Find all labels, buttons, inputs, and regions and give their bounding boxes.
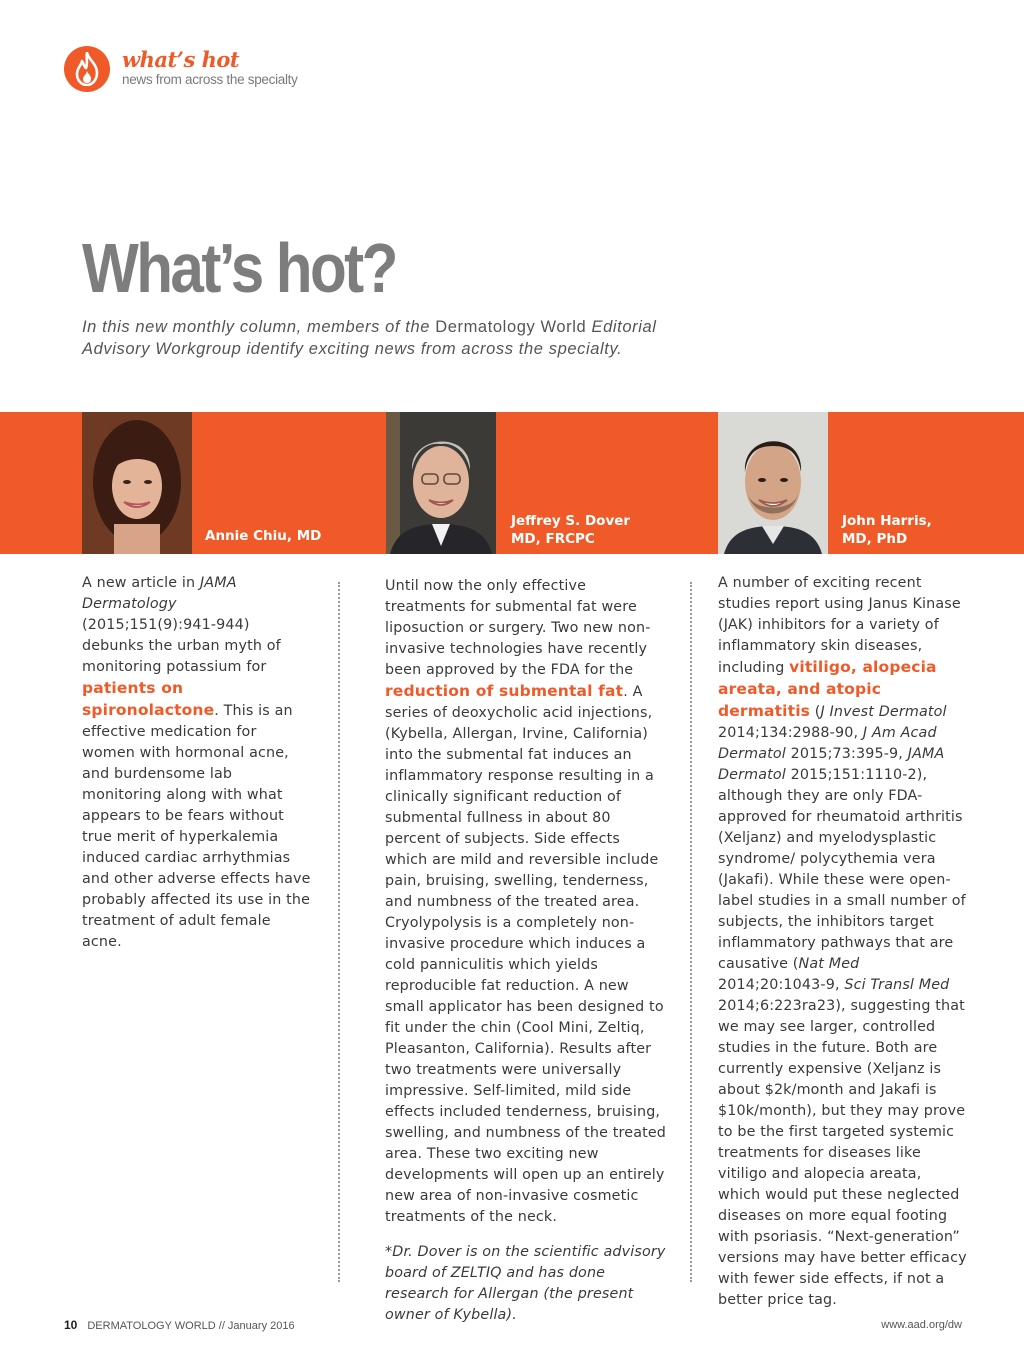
dover-column	[385, 576, 667, 1326]
harris-text-3: 2014;134:2988-90,	[718, 725, 863, 741]
harris-column	[718, 573, 968, 1311]
harris-text-1: A number of exciting recent studies report using Janus Kinase (JAK) inhibitors for a variety of inflammatory skin diseases, including	[718, 575, 961, 676]
section-subtitle: news from across the specialty	[122, 72, 298, 87]
intro-text-part1: In this new monthly column, members of the	[82, 318, 436, 336]
john-harris-name-line1: John Harris,	[842, 513, 932, 529]
harris-citation-1: J Invest Dermatol	[820, 704, 947, 720]
harris-citation-4: Nat Med	[798, 956, 860, 972]
annie-chiu-name: Annie Chiu, MD	[205, 528, 322, 544]
chiu-citation: JAMA Dermatology	[82, 575, 237, 612]
jeffrey-dover-name-line1: Jeffrey S. Dover	[511, 513, 631, 529]
dover-highlight: reduction of submental fat	[385, 682, 624, 700]
harris-text-6: 2014;20:1043-9,	[718, 977, 845, 993]
harris-text-5: 2015;151:1110-2), although they are only FDA-approved for rheumatoid arthritis (Xeljanz) and myelodysplastic syndrome/ polycythemia vera (Jakafi). While these were open-label studies in a small number of subjects, the inhibitors target inflammatory pathways that are causative (	[718, 767, 966, 972]
chiu-highlight: patients on spironolactone	[82, 679, 215, 719]
publication-info: DERMATOLOGY WORLD // January 2016	[87, 1320, 295, 1332]
dover-paragraph	[385, 576, 667, 1228]
footer-url-text[interactable]: www.aad.org/dw	[881, 1319, 962, 1331]
chiu-column	[82, 573, 314, 953]
chiu-paragraph	[82, 573, 314, 953]
annie-chiu-photo	[82, 412, 192, 554]
harris-text-7: 2014;6:223ra23), suggesting that we may see larger, controlled studies in the future. Both are currently expensive (Xeljanz is about $2k/month and Jakafi is $10k/month), but they may prove to be the first targeted systemic treatments for diseases like vitiligo and alopecia areata, which would put these neglected diseases on more equal footing with psoriasis. “Next-generation” versions may have better efficacy with fewer side effects, if not a better price tag.	[718, 998, 967, 1308]
intro-text-part2: Editorial Advisory Workgroup identify exciting news from across the specialty.	[82, 318, 657, 358]
section-title: what’s hot	[122, 47, 240, 72]
page-number: 10	[64, 1318, 78, 1332]
harris-text-4: 2015;73:395-9,	[785, 746, 908, 762]
harris-citation-5: Sci Transl Med	[844, 977, 950, 993]
harris-citation-3: JAMA Dermatol	[718, 746, 945, 783]
column-divider-2	[690, 582, 692, 1282]
harris-text-2: (	[810, 704, 821, 720]
jeffrey-dover-name-line2: MD, FRCPC	[511, 531, 595, 547]
john-harris-name	[842, 512, 932, 548]
column-divider-1	[338, 582, 340, 1282]
page-footer	[64, 1318, 295, 1333]
harris-paragraph	[718, 573, 968, 1311]
flame-icon	[64, 46, 110, 92]
section-brand	[122, 48, 298, 88]
chiu-text-3: . This is an effective medication for women with hormonal acne, and burdensome lab monitoring along with what appears to be fears without true merit of hyperkalemia induced cardiac arrhythmias and other adverse effects have probably affected its use in the treatment of adult female acne.	[82, 703, 311, 950]
dover-disclosure: *Dr. Dover is on the scientific advisory board of ZELTIQ and has done research for Allergan (the present owner of Kybella).	[385, 1244, 666, 1323]
footer-url[interactable]	[881, 1318, 962, 1332]
dover-text-2: . A series of deoxycholic acid injections, (Kybella, Allergan, Irvine, California) into the submental fat induces an inflammatory response resulting in a clinically significant reduction of submental fullness in about 80 percent of subjects. Side effects which are mild and reversible include pain, bruising, swelling, tenderness, and numbness of the treated area. Cryolypolysis is a completely non-invasive procedure which induces a cold panniculitis which yields reproducible fat reduction. A new small applicator has been designed to fit under the chin (Cool Mini, Zeltiq, Pleasanton, California). Results after two treatments were universally impressive. Self-limited, mild side effects included tenderness, bruising, swelling, and numbness of the treated area. These two exciting new developments will open up an entirely new area of non-invasive cosmetic treatments of the neck.	[385, 684, 667, 1225]
chiu-text-2: (2015;151(9):941-944) debunks the urban myth of monitoring potassium for	[82, 617, 281, 675]
harris-highlight: vitiligo, alopecia areata, and atopic dermatitis	[718, 658, 937, 720]
harris-citation-2: J Am Acad Dermatol	[718, 725, 937, 762]
intro-text	[82, 316, 722, 360]
chiu-text-1: A new article in	[82, 575, 200, 591]
john-harris-photo	[718, 412, 828, 554]
jeffrey-dover-name	[511, 512, 630, 548]
jeffrey-dover-photo	[386, 412, 496, 554]
dover-text-1: Until now the only effective treatments for submental fat were liposuction or surgery. Two new non-invasive technologies have recently been approved by the FDA for the	[385, 578, 651, 678]
page-title: What’s hot?	[82, 229, 396, 307]
john-harris-name-line2: MD, PhD	[842, 531, 908, 547]
magazine-name: Dermatology World	[435, 318, 587, 336]
